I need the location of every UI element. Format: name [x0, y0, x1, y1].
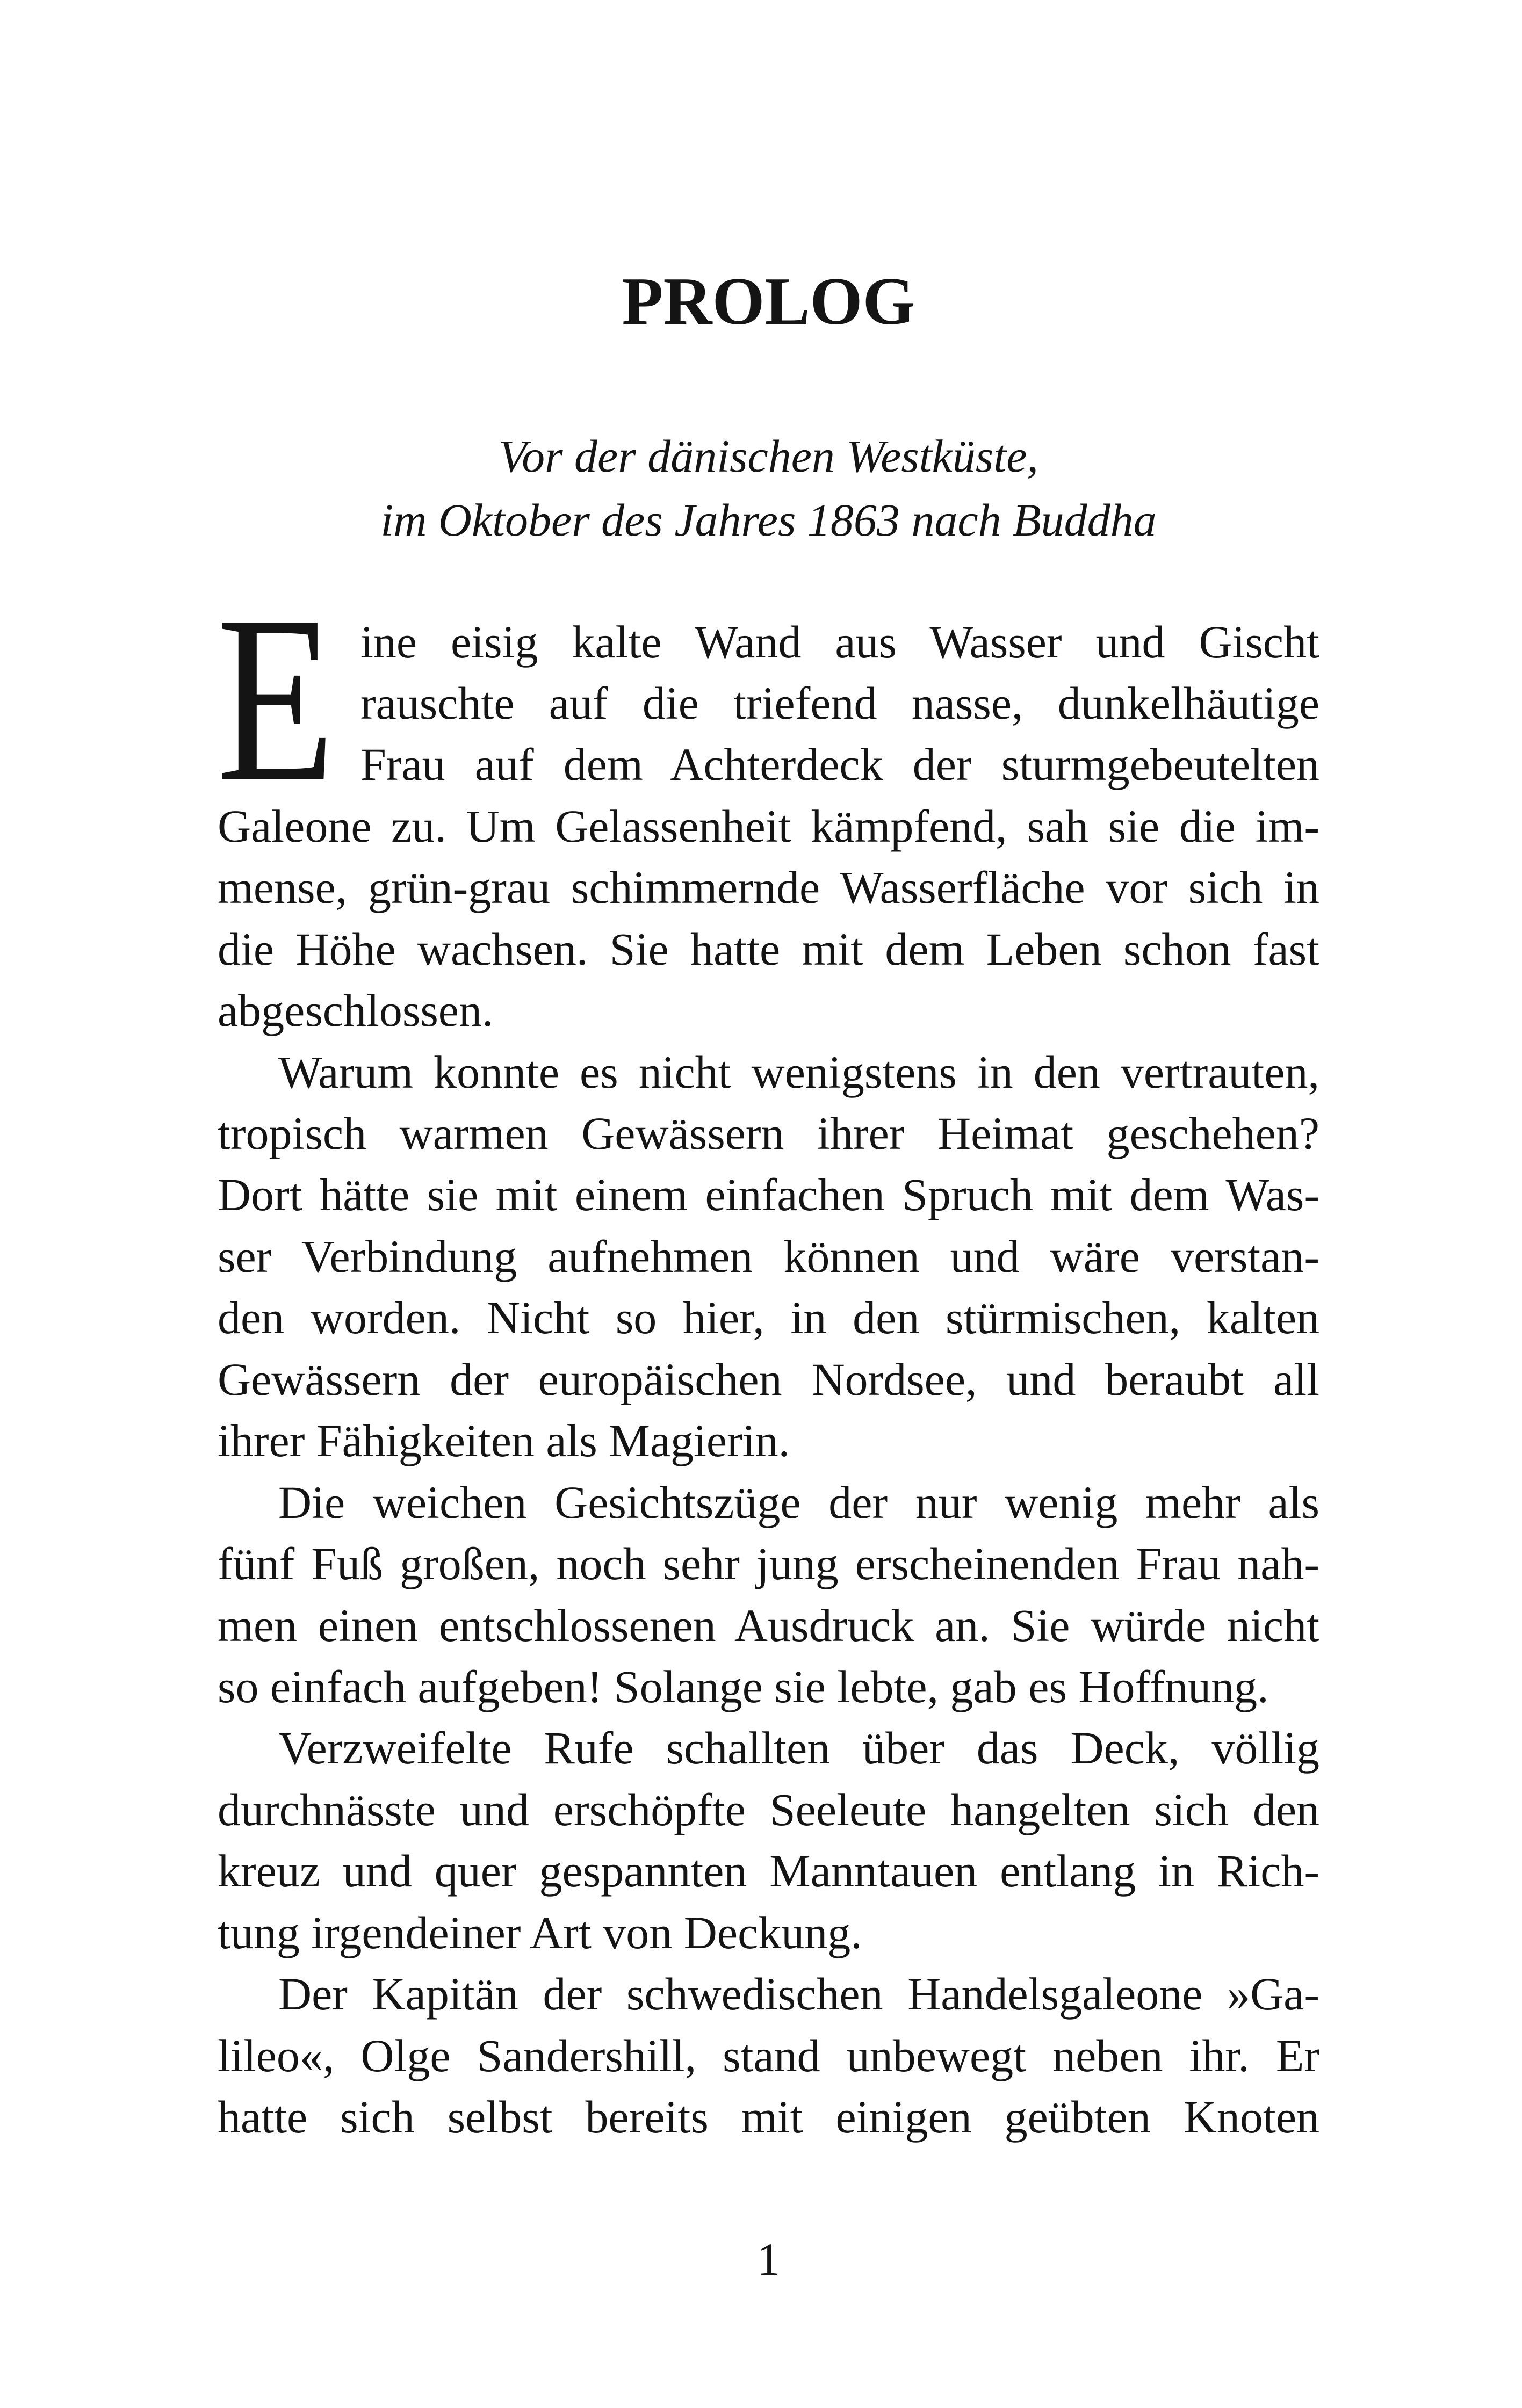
- subtitle-line: im Oktober des Jahres 1863 nach Buddha: [380, 494, 1157, 546]
- text-line: Galeone zu. Um Gelassenheit kämpfend, sah sie die im-: [218, 800, 1319, 852]
- text-line: ihrer Fähigkeiten als Magierin.: [218, 1415, 790, 1467]
- text-line: tung irgendeiner Art von Deckung.: [218, 1906, 862, 1958]
- text-line: mense, grün-grau schimmernde Wasserfläche vor sich in: [218, 862, 1319, 914]
- text-line: Frau auf dem Achterdeck der sturmgebeutelten: [360, 739, 1319, 791]
- text-line: Die weichen Gesichtszüge der nur wenig mehr als: [278, 1476, 1319, 1528]
- text-line: Warum konnte es nicht wenigstens in den vertrauten,: [278, 1046, 1319, 1098]
- text-line: so einfach aufgeben! Solange sie lebte, gab es Hoffnung.: [218, 1660, 1269, 1712]
- text-line: tropisch warmen Gewässern ihrer Heimat geschehen?: [218, 1108, 1319, 1159]
- text-line: lileo«, Olge Sandershill, stand unbewegt neben ihr. Er: [218, 2029, 1319, 2081]
- text-line: rauschte auf die triefend nasse, dunkelhäutige: [360, 677, 1319, 729]
- body-text: [218, 611, 1319, 2148]
- text-line: Der Kapitän der schwedischen Handelsgaleone »Ga-: [278, 1968, 1319, 2020]
- paragraph: [218, 1963, 1319, 2147]
- paragraph: [218, 1472, 1319, 1718]
- chapter-title: PROLOG: [622, 264, 915, 339]
- text-line: die Höhe wachsen. Sie hatte mit dem Leben schon fast: [218, 923, 1319, 975]
- text-line: fünf Fuß großen, noch sehr jung erscheinenden Frau nah-: [218, 1538, 1319, 1590]
- paragraph: [218, 1042, 1319, 1472]
- subtitle-line: Vor der dänischen Westküste,: [499, 430, 1038, 482]
- text-line: Dort hätte sie mit einem einfachen Spruch mit dem Was-: [218, 1169, 1319, 1221]
- drop-cap: E: [217, 567, 335, 831]
- text-line: Verzweifelte Rufe schallten über das Deck, völlig: [278, 1722, 1319, 1774]
- text-line: durchnässte und erschöpfte Seeleute hangelten sich den: [218, 1783, 1319, 1835]
- text-line: ser Verbindung aufnehmen können und wäre verstan-: [218, 1230, 1319, 1282]
- text-line: kreuz und quer gespannten Manntauen entlang in Rich-: [218, 1845, 1319, 1897]
- text-line: den worden. Nicht so hier, in den stürmischen, kalten: [218, 1292, 1319, 1344]
- chapter-subtitle: [218, 424, 1319, 552]
- paragraph: [218, 611, 1319, 1042]
- text-line: Gewässern der europäischen Nordsee, und beraubt all: [218, 1353, 1319, 1405]
- page-number: 1: [757, 2233, 780, 2285]
- text-line: hatte sich selbst bereits mit einigen geübten Knoten: [218, 2091, 1319, 2143]
- paragraph: [218, 1717, 1319, 1963]
- text-line: abgeschlossen.: [218, 985, 494, 1037]
- text-line: ine eisig kalte Wand aus Wasser und Gischt: [360, 616, 1319, 668]
- text-line: men einen entschlossenen Ausdruck an. Sie würde nicht: [218, 1599, 1319, 1651]
